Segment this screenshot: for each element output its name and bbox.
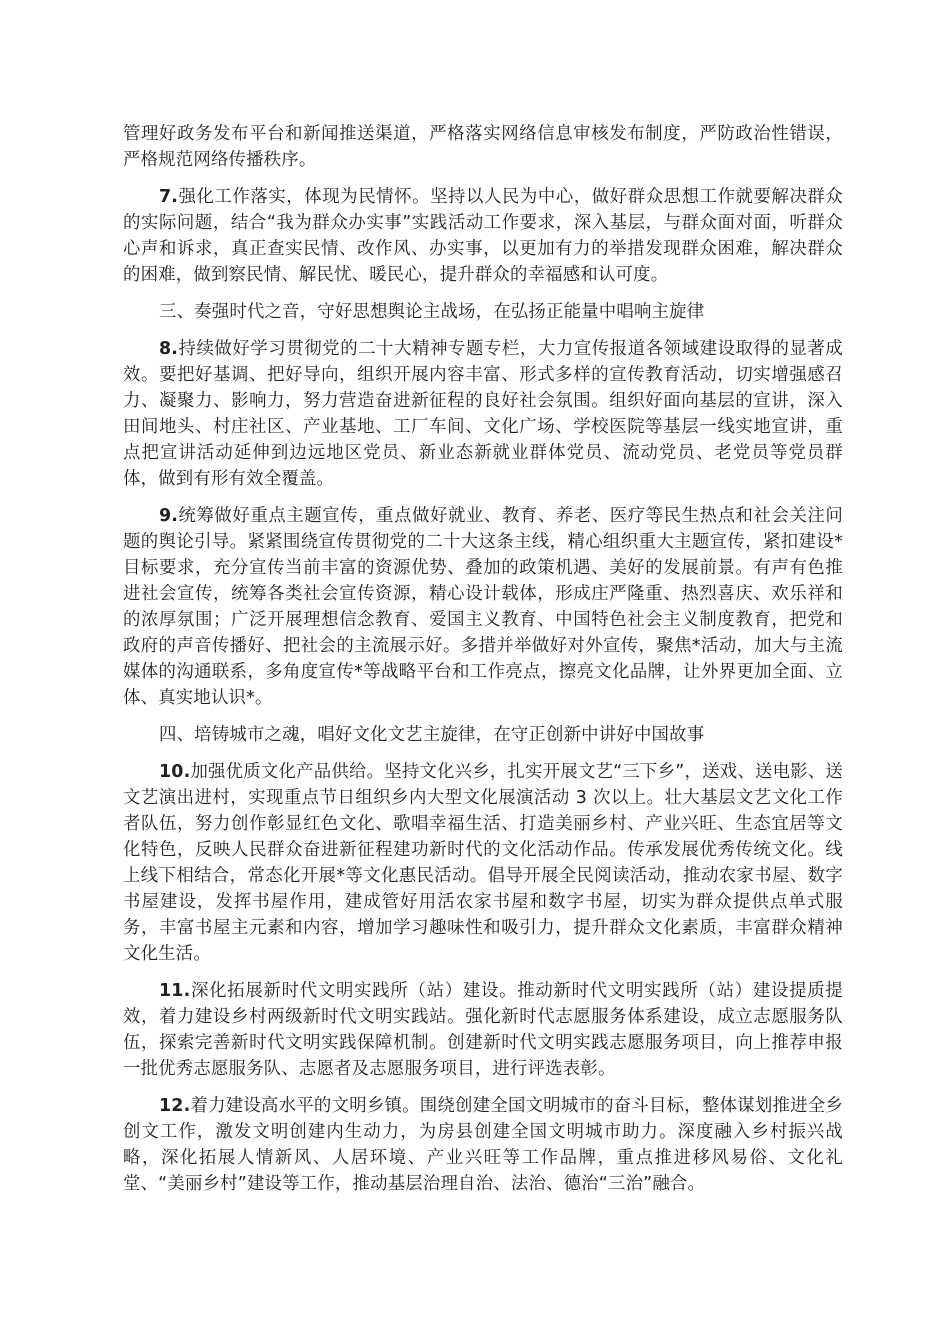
paragraph-text: 管理好政务发布平台和新闻推送渠道，严格落实网络信息审核发布制度，严防政治性错误，严格规范网络传播秩序。 bbox=[123, 124, 843, 170]
paragraph-text: 统筹做好重点主题宣传，重点做好就业、教育、养老、医疗等民生热点和社会关注问题的舆论引导。紧紧围绕宣传贯彻党的二十大这条主线，精心组织重大主题宣传，紧扣建设*目标要求，充分宣传当前丰富的资源优势、叠加的政策机遇、美好的发展前景。有声有色推进社会宣传，统筹各类社会宣传资源，精心设计载体，形成庄严隆重、热烈喜庆、欢乐祥和的浓厚氛围；广泛开展理想信念教育、爱国主义教育、中国特色社会主义制度教育，把党和政府的声音传播好、把社会的主流展示好。多措并举做好对外宣传，聚焦*活动，加大与主流媒体的沟通联系，多角度宣传*等战略平台和工作亮点，擦亮文化品牌，让外界更加全面、立体、真实地认识*。 bbox=[123, 506, 843, 708]
section-heading-4 bbox=[123, 722, 843, 748]
paragraph-item-11 bbox=[123, 978, 843, 1082]
section-heading-3 bbox=[123, 299, 843, 325]
paragraph-continuation bbox=[123, 121, 843, 173]
heading-text: 四、培铸城市之魂，唱好文化文艺主旋律，在守正创新中讲好中国故事 bbox=[159, 725, 705, 745]
item-number: 8. bbox=[159, 339, 179, 359]
paragraph-text: 强化工作落实，体现为民情怀。坚持以人民为中心，做好群众思想工作就要解决群众的实际问题，结合“我为群众办实事”实践活动工作要求，深入基层，与群众面对面，听群众心声和诉求，真正查实民情、改作风、办实事，以更加有力的举措发现群众困难，解决群众的困难，做到察民情、解民忧、暖民心，提升群众的幸福感和认可度。 bbox=[123, 187, 843, 285]
document-page bbox=[123, 121, 843, 1197]
item-number: 12. bbox=[159, 1096, 191, 1116]
paragraph-text: 加强优质文化产品供给。坚持文化兴乡，扎实开展文艺“三下乡”，送戏、送电影、送文艺演出进村，实现重点节日组织乡内大型文化展演活动 3 次以上。壮大基层文艺文化工作者队伍，努力创作彰显红色文化、歌唱幸福生活、打造美丽乡村、产业兴旺、生态宜居等文化特色，反映人民群众奋进新征程建功新时代的文化活动作品。传承发展优秀传统文化。线上线下相结合，常态化开展*等文化惠民活动。倡导开展全民阅读活动，推动农家书屋、数字书屋建设，发挥书屋作用，建成管好用活农家书屋和数字书屋，切实为群众提供点单式服务，丰富书屋主元素和内容，增加学习趣味性和吸引力，提升群众文化素质，丰富群众精神文化生活。 bbox=[123, 762, 843, 964]
paragraph-item-10 bbox=[123, 759, 843, 967]
paragraph-item-12 bbox=[123, 1093, 843, 1197]
paragraph-item-9 bbox=[123, 503, 843, 711]
item-number: 11. bbox=[159, 981, 191, 1001]
paragraph-item-7 bbox=[123, 184, 843, 288]
paragraph-text: 持续做好学习贯彻党的二十大精神专题专栏，大力宣传报道各领域建设取得的显著成效。要把好基调、把好导向，组织开展内容丰富、形式多样的宣传教育活动，切实增强感召力、凝聚力、影响力，努力营造奋进新征程的良好社会氛围。组织好面向基层的宣讲，深入田间地头、村庄社区、产业基地、工厂车间、文化广场、学校医院等基层一线实地宣讲，重点把宣讲活动延伸到边远地区党员、新业态新就业群体党员、流动党员、老党员等党员群体，做到有形有效全覆盖。 bbox=[123, 339, 843, 489]
paragraph-text: 深化拓展新时代文明实践所（站）建设。推动新时代文明实践所（站）建设提质提效，着力建设乡村两级新时代文明实践站。强化新时代志愿服务体系建设，成立志愿服务队伍，探索完善新时代文明实践保障机制。创建新时代文明实践志愿服务项目，向上推荐申报一批优秀志愿服务队、志愿者及志愿服务项目，进行评选表彰。 bbox=[123, 981, 843, 1079]
item-number: 10. bbox=[159, 762, 191, 782]
heading-text: 三、奏强时代之音，守好思想舆论主战场，在弘扬正能量中唱响主旋律 bbox=[159, 302, 705, 322]
item-number: 9. bbox=[159, 506, 179, 526]
paragraph-text: 着力建设高水平的文明乡镇。围绕创建全国文明城市的奋斗目标，整体谋划推进全乡创文工作，激发文明创建内生动力，为房县创建全国文明城市助力。深度融入乡村振兴战略，深化拓展人情新风、人居环境、产业兴旺等工作品牌，重点推进移风易俗、文化礼堂、“美丽乡村”建设等工作，推动基层治理自治、法治、德治“三治”融合。 bbox=[123, 1096, 843, 1194]
item-number: 7. bbox=[159, 187, 179, 207]
paragraph-item-8 bbox=[123, 336, 843, 492]
